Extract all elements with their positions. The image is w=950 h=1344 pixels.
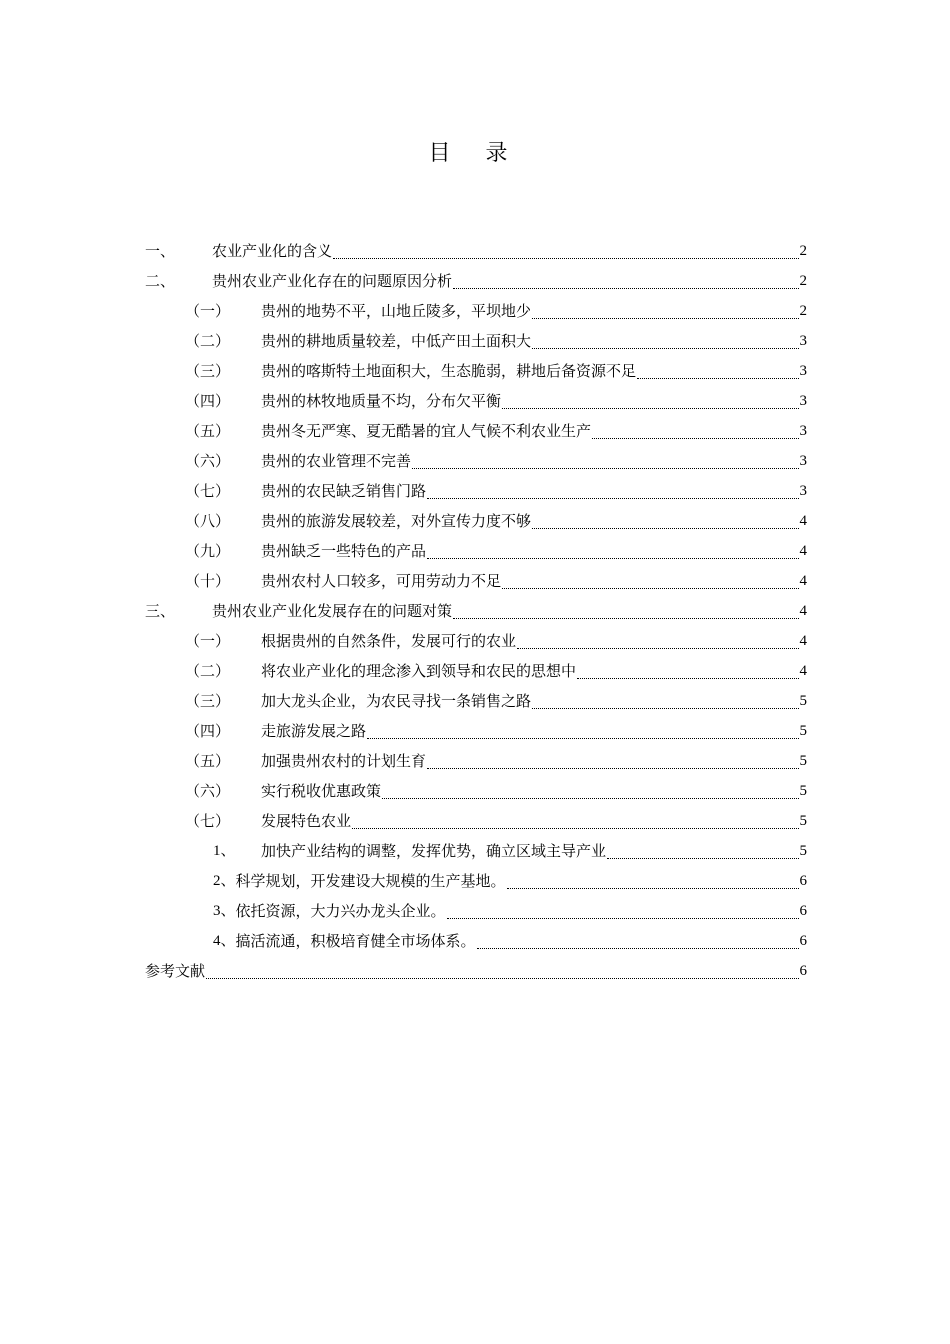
toc-entry-text: 贵州的农业管理不完善 xyxy=(261,452,412,470)
toc-entry-number: 2、 xyxy=(213,873,236,889)
toc-entry[interactable] xyxy=(145,716,807,746)
toc-entry-number: （三） xyxy=(185,362,231,380)
dot-leader xyxy=(477,940,799,949)
toc-entry-number: （四） xyxy=(185,392,231,410)
toc-entry-page: 2 xyxy=(799,303,807,319)
toc-entry[interactable] xyxy=(145,626,807,656)
toc-entry[interactable] xyxy=(145,266,807,296)
toc-entry-number: （五） xyxy=(185,752,231,770)
dot-leader xyxy=(607,850,798,859)
dot-leader xyxy=(517,640,798,649)
dot-leader xyxy=(367,730,798,739)
toc-entry-page: 3 xyxy=(799,423,807,439)
toc-entry-page: 4 xyxy=(799,513,807,529)
toc-entry-page: 5 xyxy=(799,753,807,769)
toc-entry[interactable] xyxy=(145,236,807,266)
dot-leader xyxy=(502,580,798,589)
dot-leader xyxy=(532,700,798,709)
toc-entry-text: 贵州的地势不平，山地丘陵多，平坝地少 xyxy=(261,302,532,320)
toc-entry-number: 3、 xyxy=(213,903,236,919)
toc-entry-text: 贵州缺乏一些特色的产品 xyxy=(261,542,427,560)
dot-leader xyxy=(507,880,799,889)
toc-entry[interactable] xyxy=(145,416,807,446)
toc-entry-page: 4 xyxy=(799,663,807,679)
toc-entry-page: 3 xyxy=(799,393,807,409)
toc-entry-text: 科学规划，开发建设大规模的生产基地。 xyxy=(235,872,506,890)
toc-entry-text: 贵州冬无严寒、夏无酷暑的宜人气候不利农业生产 xyxy=(261,422,592,440)
toc-entry[interactable] xyxy=(145,746,807,776)
toc-entry-number: （九） xyxy=(185,542,231,560)
toc-entry-text: 贵州的喀斯特土地面积大，生态脆弱，耕地后备资源不足 xyxy=(261,362,637,380)
dot-leader xyxy=(412,460,798,469)
toc-entry-page: 4 xyxy=(799,543,807,559)
toc-entry-text: 贵州的旅游发展较差，对外宣传力度不够 xyxy=(261,512,532,530)
toc-entry[interactable] xyxy=(145,926,807,956)
toc-entry-page: 6 xyxy=(799,903,807,919)
toc-entry-page: 6 xyxy=(799,873,807,889)
toc-entry-number: （八） xyxy=(185,512,231,530)
toc-entry-text: 贵州农村人口较多，可用劳动力不足 xyxy=(261,572,502,590)
dot-leader xyxy=(447,910,799,919)
toc-entry-number: （二） xyxy=(185,332,231,350)
dot-leader xyxy=(427,550,798,559)
toc-entry-number: 三、 xyxy=(145,602,176,620)
toc-entry-number: （一） xyxy=(185,302,231,320)
toc-entry-number: （三） xyxy=(185,692,231,710)
toc-entry-page: 5 xyxy=(799,843,807,859)
dot-leader xyxy=(333,250,798,259)
toc-entry-text: 农业产业化的含义 xyxy=(212,242,333,260)
toc-entry[interactable] xyxy=(145,446,807,476)
dot-leader xyxy=(637,370,798,379)
toc-entry-number: （七） xyxy=(185,482,231,500)
dot-leader xyxy=(532,310,798,319)
toc-entry-page: 5 xyxy=(799,783,807,799)
dot-leader xyxy=(382,790,798,799)
toc-entry[interactable] xyxy=(145,566,807,596)
toc-entry[interactable] xyxy=(145,296,807,326)
toc-entry-text: 贵州的林牧地质量不均，分布欠平衡 xyxy=(261,392,502,410)
toc-entry-number: （六） xyxy=(185,782,231,800)
toc-entry[interactable] xyxy=(145,866,807,896)
toc-entry-page: 3 xyxy=(799,453,807,469)
toc-entry-text: 将农业产业化的理念渗入到领导和农民的思想中 xyxy=(261,662,577,680)
toc-entry-text: 参考文献 xyxy=(145,962,206,980)
toc-entry-page: 4 xyxy=(799,573,807,589)
toc-entry-text: 加大龙头企业，为农民寻找一条销售之路 xyxy=(261,692,532,710)
toc-entry[interactable] xyxy=(145,656,807,686)
toc-entry-text: 贵州农业产业化存在的问题原因分析 xyxy=(212,272,453,290)
toc-title: 目 录 xyxy=(428,141,522,166)
toc-entry[interactable] xyxy=(145,896,807,926)
dot-leader xyxy=(502,400,798,409)
toc-entry[interactable] xyxy=(145,386,807,416)
toc-entry-text: 贵州农业产业化发展存在的问题对策 xyxy=(212,602,453,620)
toc-entry-number: 4、 xyxy=(213,933,236,949)
toc-entry-number: （七） xyxy=(185,812,231,830)
toc-entry-number: 1、 xyxy=(213,843,236,859)
dot-leader xyxy=(532,340,798,349)
toc-entry-page: 5 xyxy=(799,723,807,739)
toc-entry[interactable] xyxy=(145,806,807,836)
toc-entry-number: （五） xyxy=(185,422,231,440)
toc-entry-number: （一） xyxy=(185,632,231,650)
toc-entry-text: 走旅游发展之路 xyxy=(261,722,367,740)
toc-entry-page: 4 xyxy=(799,603,807,619)
dot-leader xyxy=(453,610,798,619)
toc-entry-text: 加快产业结构的调整，发挥优势，确立区域主导产业 xyxy=(261,842,607,860)
toc-entry-page: 3 xyxy=(799,483,807,499)
toc-entry-number: （四） xyxy=(185,722,231,740)
toc-entry-number: 一、 xyxy=(145,242,176,260)
toc-entry-text: 发展特色农业 xyxy=(261,812,352,830)
toc-entry-text: 搞活流通，积极培育健全市场体系。 xyxy=(235,932,476,950)
toc-entry-page: 2 xyxy=(799,273,807,289)
toc-entry-page: 6 xyxy=(799,933,807,949)
toc-entry-page: 3 xyxy=(799,333,807,349)
toc-entry-text: 根据贵州的自然条件，发展可行的农业 xyxy=(261,632,517,650)
toc-entry-text: 依托资源，大力兴办龙头企业。 xyxy=(235,902,446,920)
toc-entry[interactable] xyxy=(145,776,807,806)
toc-entry-text: 贵州的农民缺乏销售门路 xyxy=(261,482,427,500)
dot-leader xyxy=(352,820,798,829)
toc-entry[interactable] xyxy=(145,506,807,536)
toc-entry[interactable] xyxy=(145,596,807,626)
dot-leader xyxy=(577,670,798,679)
toc-entry[interactable] xyxy=(145,836,807,866)
toc-entry-page: 2 xyxy=(799,243,807,259)
toc-entry-number: （十） xyxy=(185,572,231,590)
toc-entry-page: 6 xyxy=(799,963,807,979)
toc-entry[interactable] xyxy=(145,536,807,566)
toc-entry-references[interactable] xyxy=(145,956,807,986)
dot-leader xyxy=(427,490,798,499)
toc-entry-page: 5 xyxy=(799,693,807,709)
toc-entry-text: 加强贵州农村的计划生育 xyxy=(261,752,427,770)
table-of-contents xyxy=(145,236,807,986)
toc-entry-text: 贵州的耕地质量较差，中低产田土面积大 xyxy=(261,332,532,350)
toc-entry[interactable] xyxy=(145,326,807,356)
toc-entry-number: （六） xyxy=(185,452,231,470)
toc-entry[interactable] xyxy=(145,356,807,386)
toc-entry[interactable] xyxy=(145,476,807,506)
toc-entry-number: 二、 xyxy=(145,272,176,290)
dot-leader xyxy=(532,520,798,529)
toc-entry-text: 实行税收优惠政策 xyxy=(261,782,382,800)
dot-leader xyxy=(206,970,798,979)
toc-entry[interactable] xyxy=(145,686,807,716)
dot-leader xyxy=(592,430,798,439)
toc-entry-page: 3 xyxy=(799,363,807,379)
toc-entry-page: 5 xyxy=(799,813,807,829)
dot-leader xyxy=(427,760,798,769)
dot-leader xyxy=(453,280,798,289)
toc-entry-number: （二） xyxy=(185,662,231,680)
toc-entry-page: 4 xyxy=(799,633,807,649)
